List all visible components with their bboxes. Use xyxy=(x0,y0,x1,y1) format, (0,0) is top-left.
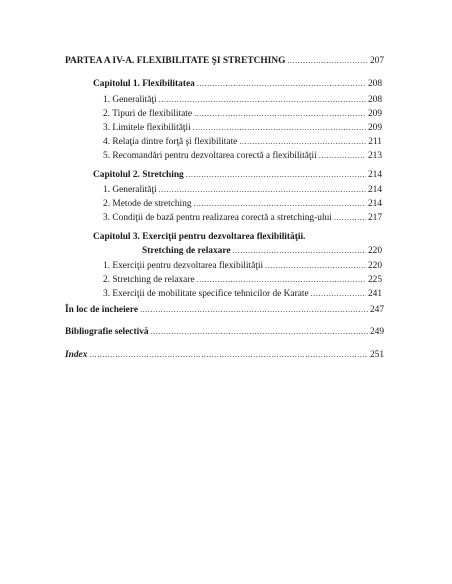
toc-item-title: 3. Exerciţii de mobilitate specifice tehnicilor de Karate xyxy=(103,289,309,299)
toc-item xyxy=(103,214,382,223)
leader-dots xyxy=(319,152,366,160)
toc-item-title: 3. Limitele flexibilităţii xyxy=(103,123,191,133)
leader-dots xyxy=(197,276,366,284)
toc-item-title: 2. Stretching de relaxare xyxy=(103,275,195,285)
toc-item-title: 2. Metode de stretching xyxy=(103,199,192,209)
toc-item-page: 208 xyxy=(367,95,382,105)
toc-item-title: 5. Recomandări pentru dezvoltarea corectă a flexibilităţii xyxy=(103,151,317,161)
leader-dots xyxy=(89,351,368,359)
toc-item-page: 209 xyxy=(367,109,382,119)
toc-item-page: 213 xyxy=(367,151,382,161)
toc-item-title: 1. Exerciţii pentru dezvoltarea flexibilităţii xyxy=(103,261,264,271)
toc-index xyxy=(65,351,384,360)
leader-dots xyxy=(197,80,366,88)
leader-dots xyxy=(140,306,368,314)
toc-item-title: 4. Relaţia dintre forţă şi flexibilitate xyxy=(103,137,238,147)
toc-item-page: 225 xyxy=(367,275,382,285)
toc-item-page: 214 xyxy=(367,185,382,195)
toc-item-page: 211 xyxy=(368,137,382,147)
leader-dots xyxy=(194,110,366,118)
leader-dots xyxy=(239,138,366,146)
leader-dots xyxy=(159,96,366,104)
toc-item-title: 1. Generalităţi xyxy=(103,95,157,105)
toc-item-page: 217 xyxy=(367,213,382,223)
index-title: Index xyxy=(65,350,88,360)
toc-item xyxy=(103,138,382,147)
bibliography-title: Bibliografie selectivă xyxy=(65,327,149,337)
leader-dots xyxy=(311,290,366,298)
leader-dots xyxy=(159,186,366,194)
toc-item-page: 241 xyxy=(367,289,382,299)
part-page: 207 xyxy=(369,56,384,66)
chapter-1-title: Capitolul 1. Flexibilitatea xyxy=(93,79,195,89)
toc-item-title: 3. Condiţii de bază pentru realizarea corectă a stretching-ului xyxy=(103,213,332,223)
toc-item-title: 1. Generalităţi xyxy=(103,185,157,195)
leader-dots xyxy=(186,171,366,179)
toc-item xyxy=(103,276,382,285)
leader-dots xyxy=(233,247,366,255)
toc-part-heading xyxy=(65,57,384,66)
chapter-2-title: Capitolul 2. Stretching xyxy=(93,170,184,180)
toc-chapter-2 xyxy=(93,171,382,180)
leader-dots xyxy=(151,328,368,336)
conclusion-title: În loc de încheiere xyxy=(65,305,138,315)
leader-dots xyxy=(287,57,368,65)
toc-item xyxy=(103,110,382,119)
toc-item xyxy=(103,124,382,133)
toc-bibliography xyxy=(65,328,384,337)
chapter-3-title-line-2: Stretching de relaxare xyxy=(142,246,231,256)
toc-item-page: 220 xyxy=(367,261,382,271)
chapter-3-title-line-1: Capitolul 3. Exerciţii pentru dezvoltarea flexibilităţii. xyxy=(93,232,306,242)
toc-item xyxy=(103,96,382,105)
toc-item xyxy=(103,152,382,161)
toc-conclusion xyxy=(65,306,384,315)
toc-chapter-1 xyxy=(93,80,382,89)
toc-item-page: 209 xyxy=(367,123,382,133)
toc-item xyxy=(103,186,382,195)
toc-item-page: 214 xyxy=(367,199,382,209)
toc-item xyxy=(103,262,382,271)
toc-chapter-3 xyxy=(142,247,382,256)
chapter-1-page: 208 xyxy=(367,79,382,89)
toc-item-title: 2. Tipuri de flexibilitate xyxy=(103,109,193,119)
chapter-2-page: 214 xyxy=(367,170,382,180)
leader-dots xyxy=(265,262,366,270)
leader-dots xyxy=(193,124,366,132)
index-page: 251 xyxy=(369,350,384,360)
chapter-3-page: 220 xyxy=(367,246,382,256)
bibliography-page: 249 xyxy=(369,327,384,337)
leader-dots xyxy=(334,214,366,222)
toc-item xyxy=(103,200,382,209)
part-title: PARTEA A IV-A. FLEXIBILITATE ŞI STRETCHING xyxy=(65,56,286,66)
toc-item xyxy=(103,290,382,299)
leader-dots xyxy=(194,200,366,208)
conclusion-page: 247 xyxy=(369,305,384,315)
